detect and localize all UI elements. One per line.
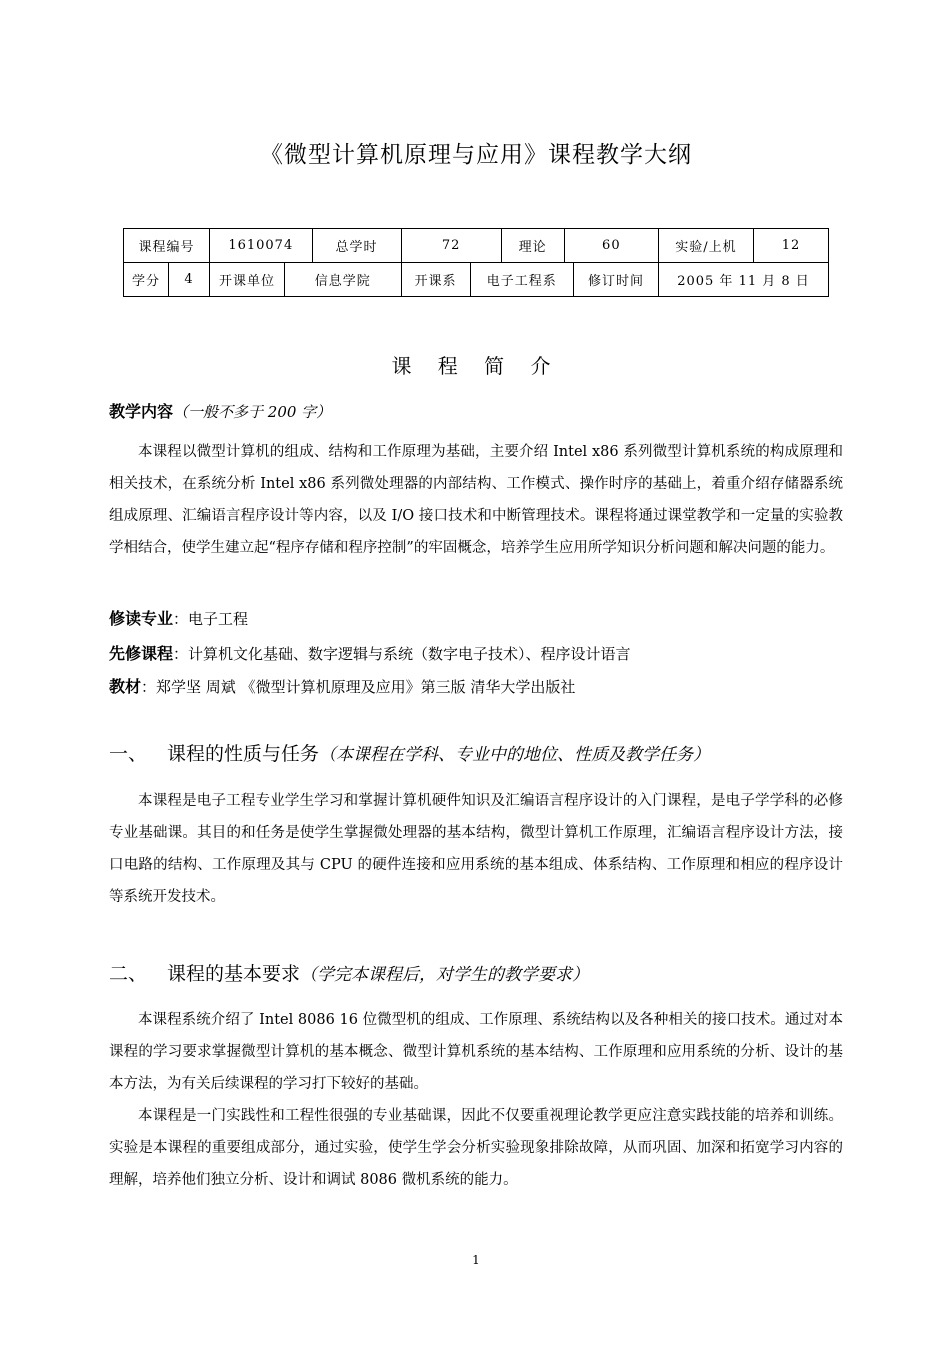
course-code-value: 1610074 xyxy=(210,229,313,263)
lab-label: 实验/上机 xyxy=(659,229,754,263)
table-row xyxy=(124,229,829,263)
prereq-value: 计算机文化基础、数字逻辑与系统（数字电子技术）、程序设计语言 xyxy=(188,645,631,663)
label-colon: ： xyxy=(141,678,157,696)
content-note: （一般不多于 200 字） xyxy=(173,403,332,421)
dept-value: 信息学院 xyxy=(285,263,402,297)
credits-label: 学分 xyxy=(124,263,169,297)
textbook-value: 郑学坚 周斌 《微型计算机原理及应用》第三版 清华大学出版社 xyxy=(156,678,576,696)
course-code-label: 课程编号 xyxy=(124,229,210,263)
prereq-line xyxy=(109,644,631,664)
theory-label: 理论 xyxy=(501,229,564,263)
section2-number: 二、 xyxy=(109,963,148,985)
section1-note: （本课程在学科、专业中的地位、性质及教学任务） xyxy=(319,745,711,765)
intro-heading: 课 程 简 介 xyxy=(391,354,561,378)
section2-paragraph-2: 本课程是一门实践性和工程性很强的专业基础课，因此不仅要重视理论教学更应注意实践技能的培养和训练。实验是本课程的重要组成部分，通过实验，使学生学会分析实验现象排除故障，从而巩固、加深和拓宽学习内容的理解，培养他们独立分析、设计和调试 8086 微机系统的能力。 xyxy=(109,1108,843,1188)
content-label-line xyxy=(109,402,331,422)
section1-paragraph: 本课程是电子工程专业学生学习和掌握计算机硬件知识及汇编语言程序设计的入门课程，是电子学学科的必修专业基础课。其目的和任务是使学生掌握微处理器的基本结构，微型计算机工作原理，汇编语言程序设计方法，接口电路的结构、工作原理及其与 CPU 的硬件连接和应用系统的基本组成、体系结构、工作原理和相应的程序设计等系统开发技术。 xyxy=(109,793,843,905)
section2-note: （学完本课程后，对学生的教学要求） xyxy=(300,965,590,985)
dept-label: 开课单位 xyxy=(210,263,285,297)
faculty-value: 电子工程系 xyxy=(470,263,573,297)
content-label: 教学内容 xyxy=(109,402,174,421)
section2-title: 课程的基本要求 xyxy=(167,963,301,985)
section1-title: 课程的性质与任务 xyxy=(167,743,320,765)
major-value: 电子工程 xyxy=(188,610,249,628)
table-row xyxy=(124,263,829,297)
major-label: 修读专业 xyxy=(109,609,174,628)
total-hours-label: 总学时 xyxy=(312,229,401,263)
page-title: 《微型计算机原理与应用》课程教学大纲 xyxy=(260,142,692,168)
revised-value: 2005 年 11 月 8 日 xyxy=(659,263,829,297)
section2-heading xyxy=(109,962,589,987)
credits-value: 4 xyxy=(169,263,210,297)
section2-paragraph-1: 本课程系统介绍了 Intel 8086 16 位微型机的组成、工作原理、系统结构以及各种相关的接口技术。通过对本课程的学习要求掌握微型计算机的基本概念、微型计算机系统的基本结构、工作原理和应用系统的分析、设计的基本方法，为有关后续课程的学习打下较好的基础。 xyxy=(109,1012,843,1092)
content-paragraph: 本课程以微型计算机的组成、结构和工作原理为基础，主要介绍 Intel x86 系列微型计算机系统的构成原理和相关技术，在系统分析 Intel x86 系列微处理器的内部结构、工作模式、操作时序的基础上，着重介绍存储器系统组成原理、汇编语言程序设计等内容，以及 I/O 接口技术和中断管理技术。课程将通过课堂教学和一定量的实验教学相结合，使学生建立起“程序存储和程序控制”的牢固概念，培养学生应用所学知识分析问题和解决问题的能力。 xyxy=(109,444,843,556)
section1-number: 一、 xyxy=(109,743,148,765)
textbook-line xyxy=(109,677,575,697)
lab-hours-value: 12 xyxy=(754,229,829,263)
revised-label: 修订时间 xyxy=(574,263,659,297)
faculty-label: 开课系 xyxy=(401,263,470,297)
textbook-label: 教材 xyxy=(109,677,142,696)
total-hours-value: 72 xyxy=(401,229,501,263)
major-line xyxy=(109,609,248,629)
prereq-label: 先修课程 xyxy=(109,644,174,663)
label-colon: ： xyxy=(173,610,189,628)
section1-heading xyxy=(109,742,710,767)
label-colon: ： xyxy=(173,645,189,663)
theory-hours-value: 60 xyxy=(564,229,658,263)
page-number: 1 xyxy=(472,1253,480,1267)
course-info-table xyxy=(123,228,829,297)
